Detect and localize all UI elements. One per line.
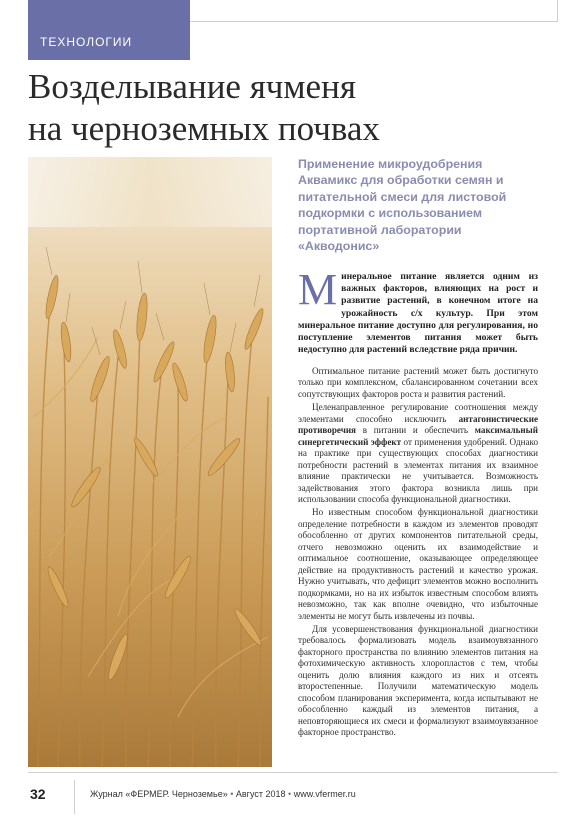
section-label: ТЕХНОЛОГИИ [40,35,133,49]
title-line-1: Возделывание ячменя [28,67,356,106]
title-line-2: на черноземных почвах [28,109,380,148]
article-title [28,66,568,150]
issue-date: Август 2018 [235,789,286,799]
article-body [298,366,538,741]
page-number: 32 [30,786,46,802]
body-paragraph-1: Оптимальное питание растений может быть достигнуто только при комплексном, сбалансированном сочетании всех сопутствующих факторов роста и развития растений. [298,366,538,399]
drop-cap: М [298,265,338,314]
body-p2-bold-1: антагонистические противоречия [298,413,538,436]
article-subtitle: Применение микроудобрения Аквамикс для обработки семян и питательной смеси для листовой подкормки с использованием портативной лаборатории «Акводонис» [298,157,507,254]
footer-credits [90,789,356,799]
footer-bullet-1: • [230,789,234,799]
body-p2-text-a: Целенаправленное регулирование соотношения между элементами способно исключить [298,402,538,424]
body-p2-text-d: от применения удобрений. Однако на практике при существующих способах диагностики потребности растений в элементах питания их взаимное влияние практически не учитывается. Возможность задействования этого фактора возникла лишь при использовании способа функциональной диагностики. [298,436,538,504]
footer-divider [28,772,558,773]
footer-separator [74,780,75,814]
page-frame-top [190,21,558,22]
page-frame-right [557,0,558,22]
body-p2-bold-2: максимальный синергетический эффект [298,425,538,447]
barley-field-image [28,157,272,767]
journal-name: Журнал «ФЕРМЕР. Черноземье» [90,789,228,799]
section-tab [28,0,190,60]
body-p2-text-c: в питании и обеспечить [355,425,475,436]
barley-photo [28,157,272,767]
footer-bullet-2: • [288,789,292,799]
body-paragraph-3: Но известным способом функциональной диагностики определение потребности в каждом из элементов проводят обособленно от других компонентов питательной среды, отчего невозможно оценить их взаимодействие и оптимальное соотношение, оказывающее определяющее действие на продуктивность растений и качество урожая. Нужно учитывать, что дефицит элементов можно восполнить подкормками, но на их избыток известным способом влиять невозможно, так как вполне очевидно, что избыточные элементы не могут быть извлечены из почвы. [298,507,538,621]
website-link[interactable]: www.vfermer.ru [293,789,356,799]
body-paragraph-4: Для усовершенствования функциональной диагностики требовалось формализовать модель взаимоувязанного факторного пространства по влиянию элементов питания на фотохимическую активность хлоропластов с тем, чтобы оценить долю влияния каждого из них и отсеять второстепенные. Получили математическую модель способом планирования эксперимента, когда испытывают не обособленно каждый из элементов питания, а неповторяющиеся их смеси и формализуют взаимоувязанное факторное пространство. [298,623,538,738]
lead-text: инеральное питание является одним из важных факторов, влияющих на рост и развитие растений, в конечном итоге на урожайность с/х культур. При этом минеральное питание доступно для регулирования, но поступление элементов питания может быть недоступно для растений вследствие ряда причин. [298,271,538,356]
lead-paragraph [298,265,538,356]
body-paragraph-2 [298,402,538,505]
